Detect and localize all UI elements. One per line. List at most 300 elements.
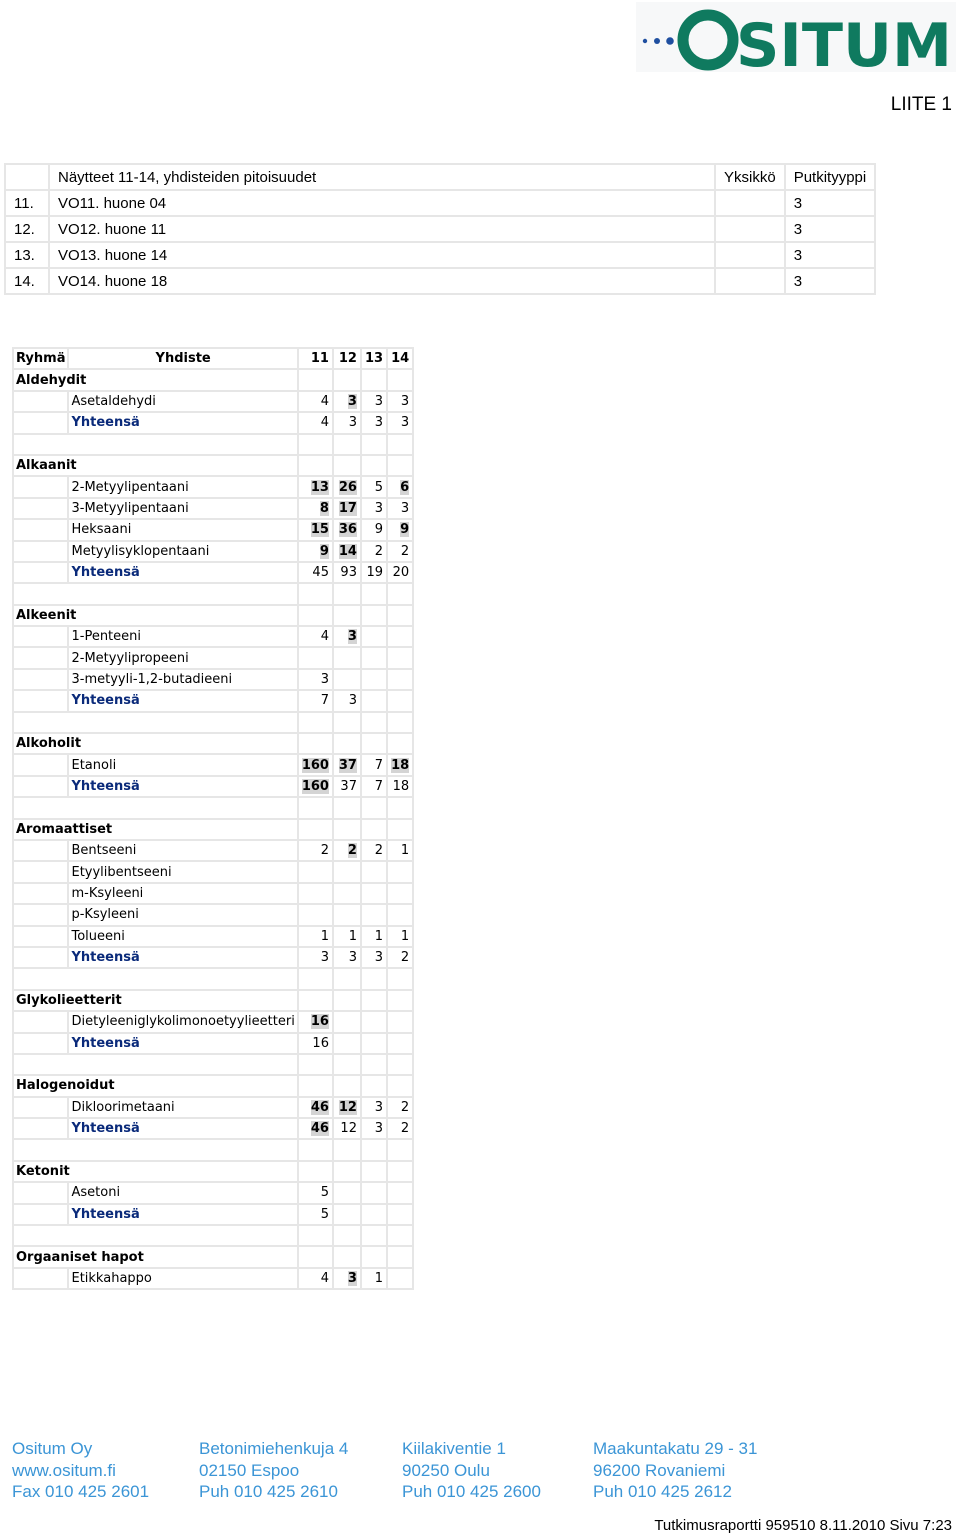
group-row	[13, 1246, 413, 1267]
spacer-cell	[387, 1225, 413, 1246]
sample-cell: 12.	[5, 216, 49, 242]
value-text: 1	[348, 928, 357, 944]
compound-row	[13, 904, 413, 925]
value-text: 2	[320, 843, 329, 859]
sample-row	[5, 268, 875, 294]
value-cell	[298, 883, 333, 904]
value-cell	[298, 840, 333, 861]
spacer-cell	[333, 583, 361, 604]
compound-name: Etikkahappo	[68, 1268, 297, 1289]
samples-header-row	[5, 164, 875, 190]
value-cell	[361, 1033, 387, 1054]
empty-cell	[387, 1246, 413, 1267]
spacer-cell	[361, 1139, 387, 1160]
footer-line: Puh 010 425 2610	[199, 1482, 338, 1501]
value-cell	[387, 1204, 413, 1225]
value-cell	[333, 861, 361, 882]
value-cell	[298, 1268, 333, 1289]
value-cell	[298, 626, 333, 647]
total-row	[13, 1118, 413, 1139]
compound-name: Yhteensä	[68, 776, 297, 797]
footer-column	[199, 1438, 348, 1503]
value-text: 160	[301, 779, 329, 794]
samples-header-cell: Putkityyppi	[785, 164, 876, 190]
empty-cell	[361, 605, 387, 626]
value-cell	[333, 669, 361, 690]
value-cell	[361, 1182, 387, 1203]
value-cell	[298, 861, 333, 882]
value-cell	[298, 1118, 333, 1139]
value-text: 2	[400, 1099, 410, 1115]
value-text: 3	[400, 415, 410, 431]
value-text: 46	[310, 1121, 329, 1137]
indent-cell	[13, 562, 68, 583]
value-text: 3	[400, 500, 410, 516]
value-cell	[333, 1097, 361, 1118]
spacer-cell	[387, 712, 413, 733]
value-text: 26	[338, 479, 357, 495]
compound-name: 3-metyyli-1,2-butadieeni	[68, 669, 297, 690]
svg-text:SITUM: SITUM	[736, 11, 952, 72]
compound-row	[13, 391, 413, 412]
value-cell	[387, 947, 413, 968]
value-cell	[298, 476, 333, 497]
group-row	[13, 819, 413, 840]
value-cell	[387, 412, 413, 433]
total-row	[13, 562, 413, 583]
value-text: 8	[319, 500, 329, 516]
value-text: 14	[338, 543, 357, 559]
appendix-label: LIITE 1	[890, 94, 952, 115]
value-text: 18	[392, 779, 410, 794]
value-text: 16	[312, 1035, 329, 1051]
compounds-header-cell: 13	[361, 348, 387, 369]
value-text: 5	[320, 1185, 329, 1201]
compounds-header-row	[13, 348, 413, 369]
empty-cell	[333, 819, 361, 840]
compound-row	[13, 1097, 413, 1118]
compounds-table	[12, 347, 414, 1290]
value-cell	[361, 1204, 387, 1225]
value-cell	[298, 1204, 333, 1225]
value-cell	[298, 498, 333, 519]
value-cell	[298, 519, 333, 540]
footer-line: www.ositum.fi	[12, 1460, 116, 1480]
value-text: 3	[374, 1121, 384, 1137]
group-row	[13, 733, 413, 754]
compounds-header-cell: Yhdiste	[68, 348, 297, 369]
value-text: 3	[320, 950, 329, 966]
empty-cell	[361, 990, 387, 1011]
indent-cell	[13, 519, 68, 540]
sample-row	[5, 242, 875, 268]
value-cell	[361, 391, 387, 412]
value-cell	[333, 647, 361, 668]
footer-line: Puh 010 425 2612	[593, 1482, 732, 1501]
empty-cell	[333, 605, 361, 626]
compound-name: Asetaldehydi	[68, 391, 297, 412]
group-name: Alkoholit	[13, 733, 298, 754]
compound-row	[13, 519, 413, 540]
value-text: 7	[374, 779, 384, 794]
indent-cell	[13, 1118, 68, 1139]
spacer-row	[13, 1139, 413, 1160]
value-text: 1	[374, 1270, 384, 1286]
sample-row	[5, 190, 875, 216]
value-cell	[387, 541, 413, 562]
sample-cell: VO13. huone 14	[49, 242, 715, 268]
value-text: 1	[374, 928, 384, 944]
value-cell	[333, 1182, 361, 1203]
compound-name: 2-Metyylipropeeni	[68, 647, 297, 668]
group-name: Halogenoidut	[13, 1075, 298, 1096]
value-text: 3	[374, 950, 384, 966]
value-cell	[333, 926, 361, 947]
compound-row	[13, 883, 413, 904]
group-name: Orgaaniset hapot	[13, 1246, 298, 1267]
empty-cell	[387, 605, 413, 626]
spacer-cell	[298, 434, 333, 455]
value-cell	[298, 776, 333, 797]
value-cell	[333, 947, 361, 968]
spacer-cell	[333, 712, 361, 733]
value-text: 3	[347, 393, 357, 409]
empty-cell	[387, 1075, 413, 1096]
value-cell	[361, 1118, 387, 1139]
spacer-row	[13, 434, 413, 455]
sample-cell	[715, 268, 785, 294]
value-text: 2	[347, 843, 357, 859]
compound-name: Yhteensä	[68, 1118, 297, 1139]
value-cell	[333, 519, 361, 540]
empty-cell	[333, 1161, 361, 1182]
compound-row	[13, 926, 413, 947]
value-cell	[361, 647, 387, 668]
value-cell	[361, 1097, 387, 1118]
value-cell	[361, 690, 387, 711]
empty-cell	[298, 1246, 333, 1267]
compounds-header-cell: 14	[387, 348, 413, 369]
value-cell	[298, 904, 333, 925]
value-text: 2	[400, 543, 410, 559]
compound-row	[13, 498, 413, 519]
value-cell	[361, 776, 387, 797]
value-cell	[387, 626, 413, 647]
spacer-cell	[13, 1139, 298, 1160]
value-cell	[333, 776, 361, 797]
value-cell	[387, 776, 413, 797]
sample-cell: 3	[785, 242, 876, 268]
value-cell	[333, 1204, 361, 1225]
compound-name: Asetoni	[68, 1182, 297, 1203]
empty-cell	[333, 1246, 361, 1267]
total-row	[13, 690, 413, 711]
value-text: 4	[320, 393, 329, 409]
value-cell	[361, 861, 387, 882]
value-text: 37	[340, 779, 357, 794]
footer-line: 96200 Rovaniemi	[593, 1460, 726, 1480]
group-name: Glykolieetterit	[13, 990, 298, 1011]
compound-row	[13, 647, 413, 668]
compound-row	[13, 541, 413, 562]
compound-row	[13, 1011, 413, 1032]
value-text: 2	[374, 543, 384, 559]
empty-cell	[298, 1161, 333, 1182]
value-cell	[298, 947, 333, 968]
value-cell	[361, 754, 387, 775]
value-cell	[298, 541, 333, 562]
spacer-row	[13, 712, 413, 733]
compound-name: Yhteensä	[68, 412, 297, 433]
sample-cell: VO11. huone 04	[49, 190, 715, 216]
value-cell	[387, 904, 413, 925]
empty-cell	[298, 455, 333, 476]
empty-cell	[333, 369, 361, 390]
group-row	[13, 369, 413, 390]
group-name: Aromaattiset	[13, 819, 298, 840]
empty-cell	[298, 605, 333, 626]
value-cell	[333, 412, 361, 433]
compound-row	[13, 669, 413, 690]
value-cell	[387, 1182, 413, 1203]
value-text: 7	[320, 693, 329, 709]
sample-cell: 13.	[5, 242, 49, 268]
spacer-cell	[361, 583, 387, 604]
indent-cell	[13, 861, 68, 882]
spacer-cell	[387, 583, 413, 604]
value-cell	[298, 1033, 333, 1054]
sample-cell: 3	[785, 268, 876, 294]
footer-line: Betonimiehenkuja 4	[199, 1439, 349, 1458]
value-text: 45	[312, 565, 329, 581]
group-row	[13, 990, 413, 1011]
spacer-cell	[13, 583, 298, 604]
group-name: Ketonit	[13, 1161, 298, 1182]
spacer-cell	[13, 1225, 298, 1246]
value-cell	[298, 412, 333, 433]
group-row	[13, 455, 413, 476]
spacer-cell	[361, 712, 387, 733]
value-cell	[387, 1097, 413, 1118]
sample-cell	[715, 242, 785, 268]
empty-cell	[361, 1075, 387, 1096]
value-cell	[298, 690, 333, 711]
value-text: 3	[374, 415, 384, 431]
spacer-cell	[298, 583, 333, 604]
spacer-row	[13, 968, 413, 989]
value-cell	[361, 498, 387, 519]
value-cell	[361, 626, 387, 647]
empty-cell	[298, 990, 333, 1011]
spacer-cell	[387, 1054, 413, 1075]
empty-cell	[298, 733, 333, 754]
sample-row	[5, 216, 875, 242]
footer-line: Puh 010 425 2600	[402, 1482, 541, 1501]
footer-line: Fax 010 425 2601	[12, 1482, 150, 1501]
empty-cell	[387, 819, 413, 840]
value-cell	[298, 562, 333, 583]
footer-line: 90250 Oulu	[402, 1460, 490, 1480]
value-text: 4	[320, 629, 329, 645]
spacer-cell	[333, 1139, 361, 1160]
value-text: 3	[348, 950, 357, 966]
spacer-cell	[13, 712, 298, 733]
value-cell	[333, 754, 361, 775]
value-cell	[387, 498, 413, 519]
compound-name: 3-Metyylipentaani	[68, 498, 297, 519]
value-text: 46	[310, 1099, 329, 1115]
indent-cell	[13, 947, 68, 968]
value-cell	[298, 391, 333, 412]
value-cell	[333, 562, 361, 583]
sample-cell: VO12. huone 11	[49, 216, 715, 242]
compound-row	[13, 861, 413, 882]
value-text: 1	[320, 928, 329, 944]
spacer-cell	[333, 1054, 361, 1075]
empty-cell	[333, 990, 361, 1011]
value-cell	[361, 669, 387, 690]
value-cell	[333, 626, 361, 647]
value-text: 16	[310, 1014, 329, 1030]
value-cell	[387, 883, 413, 904]
indent-cell	[13, 669, 68, 690]
compound-name: Yhteensä	[68, 562, 297, 583]
value-cell	[387, 669, 413, 690]
compounds-header-cell: 12	[333, 348, 361, 369]
spacer-cell	[13, 1054, 298, 1075]
indent-cell	[13, 904, 68, 925]
value-cell	[361, 926, 387, 947]
footer-column	[593, 1438, 757, 1503]
value-cell	[387, 391, 413, 412]
indent-cell	[13, 1097, 68, 1118]
value-text: 3	[374, 500, 384, 516]
value-cell	[387, 519, 413, 540]
spacer-cell	[13, 797, 298, 818]
compound-name: Yhteensä	[68, 1204, 297, 1225]
indent-cell	[13, 412, 68, 433]
value-cell	[387, 1118, 413, 1139]
compound-name: Dietyleeniglykolimonoetyylieetteri	[68, 1011, 297, 1032]
samples-header-cell	[5, 164, 49, 190]
compound-name: 1-Penteeni	[68, 626, 297, 647]
value-text: 36	[338, 522, 357, 538]
empty-cell	[333, 1075, 361, 1096]
value-cell	[361, 412, 387, 433]
value-text: 6	[400, 479, 410, 495]
indent-cell	[13, 391, 68, 412]
value-cell	[333, 690, 361, 711]
footer-line: 02150 Espoo	[199, 1460, 300, 1480]
value-cell	[387, 690, 413, 711]
compound-row	[13, 476, 413, 497]
compound-name: 2-Metyylipentaani	[68, 476, 297, 497]
spacer-cell	[387, 968, 413, 989]
value-text: 18	[391, 757, 410, 773]
value-cell	[298, 669, 333, 690]
value-text: 9	[374, 522, 384, 538]
spacer-cell	[333, 434, 361, 455]
sample-cell: VO14. huone 18	[49, 268, 715, 294]
value-cell	[387, 926, 413, 947]
value-cell	[361, 947, 387, 968]
value-text: 3	[348, 693, 357, 709]
indent-cell	[13, 647, 68, 668]
value-cell	[361, 476, 387, 497]
value-text: 93	[340, 565, 357, 581]
empty-cell	[387, 455, 413, 476]
value-cell	[361, 1011, 387, 1032]
empty-cell	[298, 369, 333, 390]
indent-cell	[13, 840, 68, 861]
value-cell	[333, 1268, 361, 1289]
empty-cell	[387, 733, 413, 754]
value-text: 4	[320, 1270, 329, 1286]
group-row	[13, 1075, 413, 1096]
compound-name: p-Ksyleeni	[68, 904, 297, 925]
value-text: 9	[400, 522, 410, 538]
compounds-header-cell: 11	[298, 348, 333, 369]
empty-cell	[333, 455, 361, 476]
value-text: 3	[374, 393, 384, 409]
value-cell	[387, 1268, 413, 1289]
samples-header-cell: Yksikkö	[715, 164, 785, 190]
spacer-cell	[387, 797, 413, 818]
compound-row	[13, 840, 413, 861]
empty-cell	[361, 733, 387, 754]
indent-cell	[13, 1204, 68, 1225]
compound-name: Yhteensä	[68, 1033, 297, 1054]
compound-name: Yhteensä	[68, 947, 297, 968]
value-text: 1	[400, 843, 410, 859]
value-cell	[387, 1011, 413, 1032]
value-cell	[298, 926, 333, 947]
value-cell	[298, 754, 333, 775]
sample-cell	[715, 216, 785, 242]
empty-cell	[387, 990, 413, 1011]
spacer-cell	[298, 968, 333, 989]
total-row	[13, 947, 413, 968]
spacer-cell	[361, 1225, 387, 1246]
spacer-row	[13, 797, 413, 818]
value-cell	[361, 904, 387, 925]
value-cell	[361, 562, 387, 583]
value-text: 5	[374, 479, 384, 495]
compound-name: Etyylibentseeni	[68, 861, 297, 882]
spacer-cell	[13, 434, 298, 455]
value-cell	[361, 1268, 387, 1289]
value-text: 15	[310, 522, 329, 538]
spacer-cell	[387, 434, 413, 455]
value-text: 20	[392, 565, 410, 581]
spacer-row	[13, 583, 413, 604]
compound-name: Metyylisyklopentaani	[68, 541, 297, 562]
value-cell	[333, 883, 361, 904]
value-text: 1	[400, 928, 410, 944]
spacer-cell	[333, 797, 361, 818]
footer-line: Maakuntakatu 29 - 31	[593, 1439, 758, 1458]
spacer-cell	[361, 968, 387, 989]
value-text: 4	[320, 415, 329, 431]
group-row	[13, 605, 413, 626]
value-text: 2	[400, 1121, 410, 1137]
value-text: 19	[366, 565, 384, 581]
indent-cell	[13, 883, 68, 904]
spacer-row	[13, 1225, 413, 1246]
compound-row	[13, 754, 413, 775]
value-cell	[333, 904, 361, 925]
indent-cell	[13, 754, 68, 775]
